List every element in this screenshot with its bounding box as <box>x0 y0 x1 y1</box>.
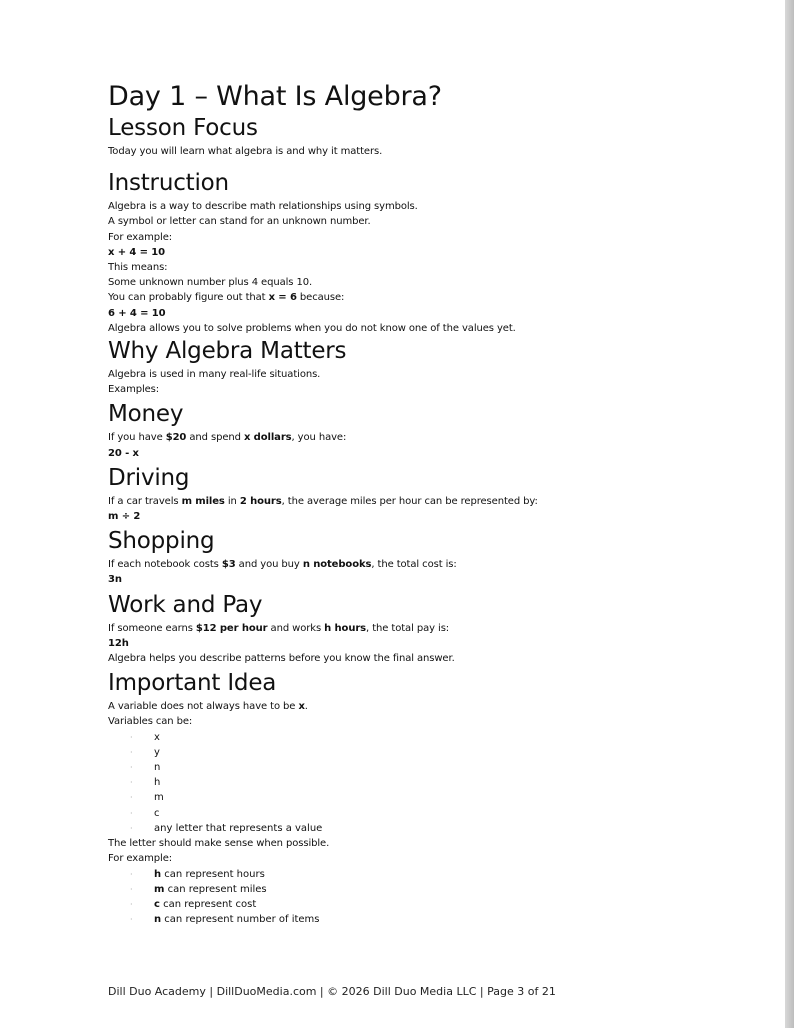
variable-label: x <box>154 731 160 743</box>
instruction-line-7: Algebra allows you to solve problems when you do not know one of the values yet. <box>108 322 516 334</box>
shopping-a: If each notebook costs <box>108 559 222 571</box>
driving-heading: Driving <box>108 464 190 491</box>
important-l1c: . <box>304 701 308 713</box>
page-edge <box>785 0 794 1028</box>
shopping-heading: Shopping <box>108 528 215 555</box>
variable-label: any letter that represents a value <box>154 822 323 834</box>
document-body <box>108 80 768 927</box>
important-l1b: x <box>298 701 305 713</box>
instruction-line-5: Some unknown number plus 4 equals 10. <box>108 277 313 289</box>
page-total: 21 <box>541 985 556 998</box>
bullet-icon: · <box>130 747 133 757</box>
work-text <box>108 621 768 636</box>
important-line-3: The letter should make sense when possible. <box>108 838 330 850</box>
list-item <box>108 745 768 760</box>
money-heading: Money <box>108 401 184 428</box>
variable-label: h <box>154 777 161 789</box>
bullet-icon: · <box>130 869 133 879</box>
bullet-icon: · <box>130 732 133 742</box>
shopping-d: n notebooks <box>302 559 372 571</box>
equation-1 <box>108 245 768 260</box>
lesson-focus-heading: Lesson Focus <box>108 115 258 141</box>
page-title: Day 1 – What Is Algebra? <box>108 81 442 112</box>
page-footer <box>108 985 556 998</box>
driving-e: , the average miles per hour can be represented by: <box>281 495 538 507</box>
driving-a: If a car travels <box>108 495 182 507</box>
driving-text <box>108 494 768 509</box>
work-a: If someone earns <box>108 622 196 634</box>
important-idea-heading: Important Idea <box>108 670 277 697</box>
instruction-line-6a: You can probably figure out that <box>108 292 269 304</box>
variable-label: c <box>154 807 160 819</box>
shopping-text <box>108 557 768 572</box>
example-letter: h <box>154 868 162 880</box>
list-item <box>108 882 768 897</box>
variables-list <box>108 730 768 836</box>
equation-2-text: 6 + 4 = 10 <box>108 307 166 319</box>
bullet-icon: · <box>130 899 133 909</box>
examples-list <box>108 867 768 928</box>
important-line-1 <box>108 699 768 714</box>
bullet-icon: · <box>130 778 133 788</box>
list-item <box>108 806 768 821</box>
footer-of: of <box>524 985 542 998</box>
instruction-line-6b: x = 6 <box>268 292 297 304</box>
list-item <box>108 775 768 790</box>
variable-label: m <box>154 792 164 804</box>
bullet-icon: · <box>130 884 133 894</box>
bullet-icon: · <box>130 915 133 925</box>
instruction-heading: Instruction <box>108 170 229 197</box>
list-item <box>108 867 768 882</box>
example-text: can represent miles <box>164 883 267 895</box>
instruction-line-6 <box>108 290 768 305</box>
list-item <box>108 897 768 912</box>
important-l1a: A variable does not always have to be <box>108 701 299 713</box>
work-expression <box>108 636 768 651</box>
driving-expression <box>108 509 768 524</box>
money-e: , you have: <box>291 432 347 444</box>
why-line-2: Examples: <box>108 384 160 396</box>
work-d: h hours <box>324 622 367 634</box>
money-a: If you have <box>108 432 166 444</box>
variable-label: y <box>154 746 160 758</box>
shopping-expression <box>108 572 768 587</box>
example-letter: c <box>154 898 160 910</box>
lesson-focus-text: Today you will learn what algebra is and why it matters. <box>108 146 383 157</box>
list-item <box>108 730 768 745</box>
driving-b: m miles <box>181 495 225 507</box>
shopping-b: $3 <box>221 559 236 571</box>
list-item <box>108 912 768 927</box>
work-expr: 12h <box>108 637 129 649</box>
example-text: can represent cost <box>159 898 257 910</box>
driving-c: in <box>224 495 240 507</box>
list-item <box>108 790 768 805</box>
example-letter: n <box>154 914 162 926</box>
money-expression <box>108 446 768 461</box>
work-pay-heading: Work and Pay <box>108 591 263 618</box>
equation-1-text: x + 4 = 10 <box>108 246 166 258</box>
bullet-icon: · <box>130 793 133 803</box>
instruction-line-6c: because: <box>296 292 345 304</box>
money-expr: 20 - x <box>108 447 139 459</box>
bullet-icon: · <box>130 808 133 818</box>
equation-2 <box>108 306 768 321</box>
important-line-4: For example: <box>108 853 173 865</box>
driving-d: 2 hours <box>239 495 282 507</box>
shopping-expr: 3n <box>108 574 122 586</box>
important-line-2: Variables can be: <box>108 716 193 728</box>
example-text: can represent hours <box>161 868 265 880</box>
why-line-1: Algebra is used in many real-life situations. <box>108 369 321 381</box>
work-c: and works <box>267 622 325 634</box>
instruction-line-3: For example: <box>108 231 173 243</box>
list-item <box>108 821 768 836</box>
instruction-line-4: This means: <box>108 262 168 274</box>
driving-expr: m ÷ 2 <box>108 511 141 523</box>
why-algebra-heading: Why Algebra Matters <box>108 338 347 365</box>
instruction-line-2: A symbol or letter can stand for an unknown number. <box>108 216 371 228</box>
example-text: can represent number of items <box>161 914 320 926</box>
page-number: 3 <box>517 985 525 998</box>
work-note: Algebra helps you describe patterns before you know the final answer. <box>108 653 455 665</box>
shopping-c: and you buy <box>235 559 303 571</box>
bullet-icon: · <box>130 823 133 833</box>
bullet-icon: · <box>130 763 133 773</box>
work-e: , the total pay is: <box>366 622 450 634</box>
variable-label: n <box>154 762 161 774</box>
shopping-e: , the total cost is: <box>371 559 457 571</box>
list-item <box>108 760 768 775</box>
example-letter: m <box>154 883 165 895</box>
footer-text: Dill Duo Academy | DillDuoMedia.com | © 2026 Dill Duo Media LLC | Page <box>108 985 518 998</box>
money-d: x dollars <box>243 432 292 444</box>
instruction-line-1: Algebra is a way to describe math relationships using symbols. <box>108 201 418 213</box>
work-b: $12 per hour <box>195 622 268 634</box>
money-text <box>108 430 768 445</box>
money-b: $20 <box>165 432 187 444</box>
money-c: and spend <box>186 432 244 444</box>
